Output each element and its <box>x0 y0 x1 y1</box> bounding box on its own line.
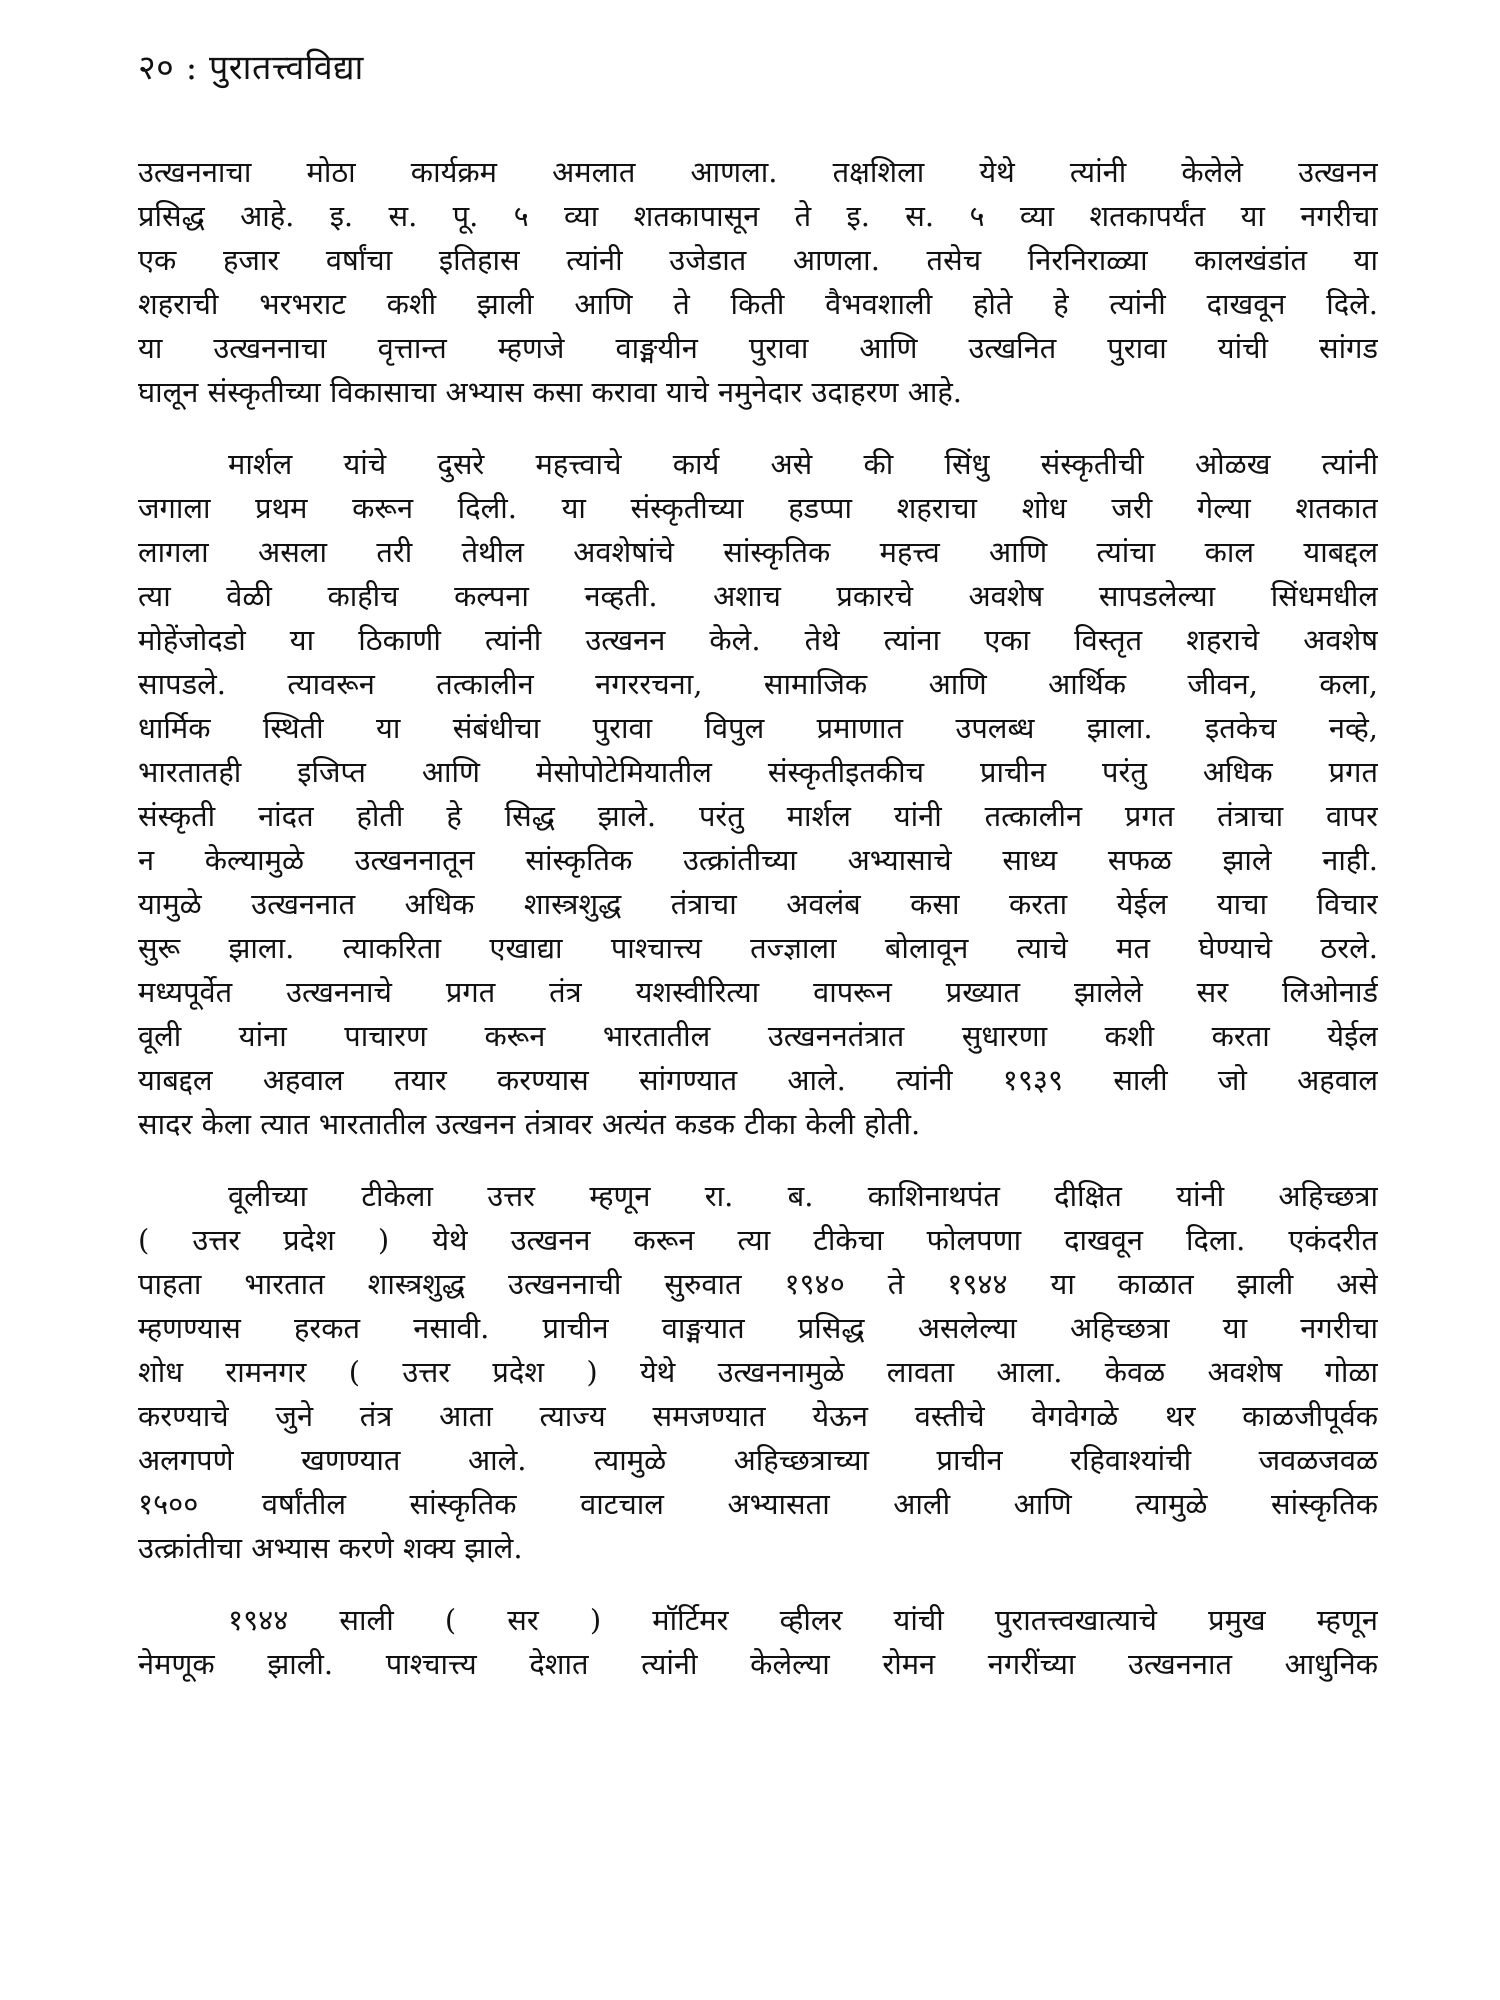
text-line: मोहेंजोदडो या ठिकाणी त्यांनी उत्खनन केले. तेथे त्यांना एका विस्तृत शहराचे अवशेष <box>138 623 1378 657</box>
paragraph-4 <box>138 1598 1378 1686</box>
text-line: नेमणूक झाली. पाश्चात्त्य देशात त्यांनी केलेल्या रोमन नगरींच्या उत्खननात आधुनिक <box>138 1647 1378 1681</box>
text-line: सुरू झाला. त्याकरिता एखाद्या पाश्चात्त्य तज्ज्ञाला बोलावून त्याचे मत घेण्याचे ठरले. <box>138 931 1378 965</box>
paragraph-1 <box>138 150 1378 414</box>
text-line: ( उत्तर प्रदेश ) येथे उत्खनन करून त्या टीकेचा फोलपणा दाखवून दिला. एकंदरीत <box>138 1223 1378 1257</box>
text-line: करण्याचे जुने तंत्र आता त्याज्य समजण्यात येऊन वस्तीचे वेगवेगळे थर काळजीपूर्वक <box>138 1399 1378 1433</box>
text-line: प्रसिद्ध आहे. इ. स. पू. ५ व्या शतकापासून ते इ. स. ५ व्या शतकापर्यंत या नगरीचा <box>138 199 1378 233</box>
book-title: पुरातत्त्वविद्या <box>208 48 364 88</box>
text-line: १९४४ साली ( सर ) मॉर्टिमर व्हीलर यांची पुरातत्त्वखात्याचे प्रमुख म्हणून <box>228 1603 1378 1637</box>
text-line: संस्कृती नांदत होती हे सिद्ध झाले. परंतु मार्शल यांनी तत्कालीन प्रगत तंत्राचा वापर <box>138 799 1378 833</box>
text-line: धार्मिक स्थिती या संबंधीचा पुरावा विपुल प्रमाणात उपलब्ध झाला. इतकेच नव्हे, <box>138 711 1378 745</box>
text-line: मध्यपूर्वेत उत्खननाचे प्रगत तंत्र यशस्वीरित्या वापरून प्रख्यात झालेले सर लिओनार्ड <box>138 975 1378 1009</box>
text-line: उत्खननाचा मोठा कार्यक्रम अमलात आणला. तक्षशिला येथे त्यांनी केलेले उत्खनन <box>138 155 1378 189</box>
text-line: म्हणण्यास हरकत नसावी. प्राचीन वाङ्मयात प्रसिद्ध असलेल्या अहिच्छत्रा या नगरीचा <box>138 1311 1378 1345</box>
text-line: वूली यांना पाचारण करून भारतातील उत्खननतंत्रात सुधारणा कशी करता येईल <box>138 1019 1378 1053</box>
header-separator: : <box>185 48 198 88</box>
text-line: यामुळे उत्खननात अधिक शास्त्रशुद्ध तंत्राचा अवलंब कसा करता येईल याचा विचार <box>138 887 1378 921</box>
text-line: सापडले. त्यावरून तत्कालीन नगररचना, सामाजिक आणि आर्थिक जीवन, कला, <box>138 667 1378 701</box>
text-line: १५०० वर्षांतील सांस्कृतिक वाटचाल अभ्यासता आली आणि त्यामुळे सांस्कृतिक <box>138 1487 1378 1521</box>
text-line: याबद्दल अहवाल तयार करण्यास सांगण्यात आले. त्यांनी १९३९ साली जो अहवाल <box>138 1063 1378 1097</box>
text-line: जगाला प्रथम करून दिली. या संस्कृतीच्या हडप्पा शहराचा शोध जरी गेल्या शतकात <box>138 491 1378 525</box>
text-line: अलगपणे खणण्यात आले. त्यामुळे अहिच्छत्राच्या प्राचीन रहिवाश्यांची जवळजवळ <box>138 1443 1378 1477</box>
text-line: शहराची भरभराट कशी झाली आणि ते किती वैभवशाली होते हे त्यांनी दाखवून दिले. <box>138 287 1378 321</box>
text-line: लागला असला तरी तेथील अवशेषांचे सांस्कृतिक महत्त्व आणि त्यांचा काल याबद्दल <box>138 535 1378 569</box>
text-line: शोध रामनगर ( उत्तर प्रदेश ) येथे उत्खननामुळे लावता आला. केवळ अवशेष गोळा <box>138 1355 1378 1389</box>
text-line: न केल्यामुळे उत्खननातून सांस्कृतिक उत्क्रांतीच्या अभ्यासाचे साध्य सफळ झाले नाही. <box>138 843 1378 877</box>
text-line: उत्क्रांतीचा अभ्यास करणे शक्य झाले. <box>138 1531 523 1565</box>
text-line: त्या वेळी काहीच कल्पना नव्हती. अशाच प्रकारचे अवशेष सापडलेल्या सिंधमधील <box>138 579 1378 613</box>
text-line: पाहता भारतात शास्त्रशुद्ध उत्खननाची सुरुवात १९४० ते १९४४ या काळात झाली असे <box>138 1267 1378 1301</box>
paragraph-3 <box>138 1174 1378 1570</box>
page-number: २० <box>138 48 175 88</box>
body-text <box>138 150 1378 1686</box>
text-line: एक हजार वर्षांचा इतिहास त्यांनी उजेडात आणला. तसेच निरनिराळ्या कालखंडांत या <box>138 243 1378 277</box>
text-line: वूलीच्या टीकेला उत्तर म्हणून रा. ब. काशिनाथपंत दीक्षित यांनी अहिच्छत्रा <box>228 1179 1378 1213</box>
text-line: या उत्खननाचा वृत्तान्त म्हणजे वाङ्मयीन पुरावा आणि उत्खनित पुरावा यांची सांगड <box>138 331 1378 365</box>
running-head <box>138 42 364 94</box>
text-line: भारतातही इजिप्त आणि मेसोपोटेमियातील संस्कृतीइतकीच प्राचीन परंतु अधिक प्रगत <box>138 755 1378 789</box>
paragraph-2 <box>138 442 1378 1146</box>
text-line: सादर केला त्यात भारतातील उत्खनन तंत्रावर अत्यंत कडक टीका केली होती. <box>138 1107 921 1141</box>
text-line: मार्शल यांचे दुसरे महत्त्वाचे कार्य असे की सिंधु संस्कृतीची ओळख त्यांनी <box>228 447 1378 481</box>
text-line: घालून संस्कृतीच्या विकासाचा अभ्यास कसा करावा याचे नमुनेदार उदाहरण आहे. <box>138 375 962 409</box>
